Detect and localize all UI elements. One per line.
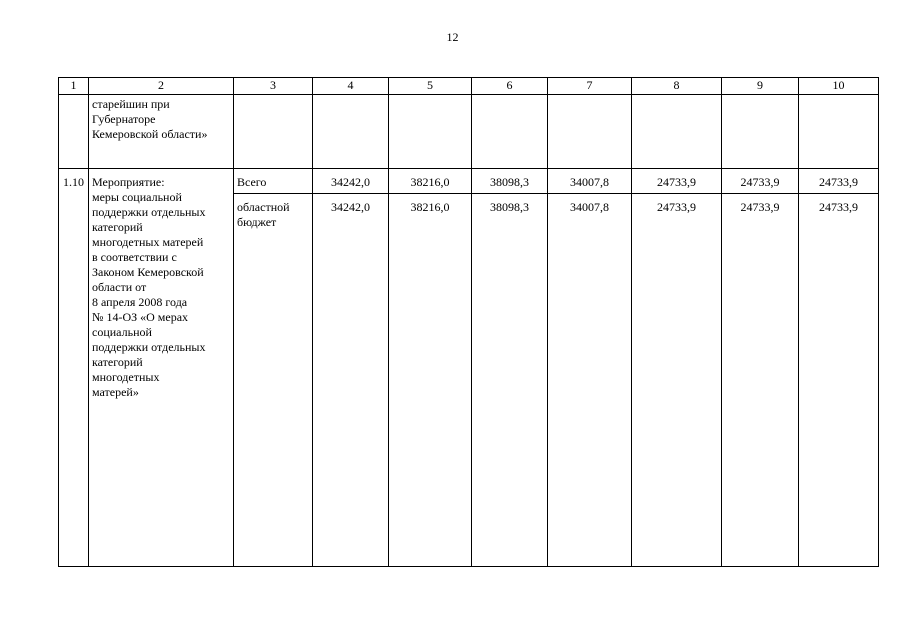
table-cell — [234, 169, 313, 567]
table-cell — [472, 95, 548, 169]
table-cell — [632, 169, 722, 567]
table-cell — [548, 95, 632, 169]
table-cell — [799, 169, 879, 567]
value-regional: 24733,9 — [657, 200, 696, 214]
value-regional: 34007,8 — [570, 200, 609, 214]
table-cell — [548, 169, 632, 567]
table-cell — [389, 169, 472, 567]
table-cell — [89, 95, 234, 169]
item-number: 1.10 — [63, 175, 84, 189]
table-cell — [89, 169, 234, 567]
table-cell — [234, 95, 313, 169]
column-header: 8 — [632, 78, 722, 95]
value-regional: 38098,3 — [490, 200, 529, 214]
table-cell — [59, 169, 89, 567]
continuation-description: старейшин при Губернаторе Кемеровской области» — [92, 97, 208, 141]
header-row — [59, 78, 879, 95]
column-header: 6 — [472, 78, 548, 95]
table-cell — [472, 169, 548, 567]
table-cell — [389, 95, 472, 169]
table-cell — [632, 95, 722, 169]
value-regional: 38216,0 — [410, 200, 450, 214]
value-total: 34242,0 — [331, 175, 370, 189]
value-total: 34007,8 — [570, 175, 609, 189]
table-cell — [313, 169, 389, 567]
table-cell — [59, 95, 89, 169]
table-cell — [722, 169, 799, 567]
column-header: 7 — [548, 78, 632, 95]
table-row-item — [59, 169, 879, 567]
table-row-continuation — [59, 95, 879, 169]
data-table — [58, 77, 879, 567]
value-regional: 24733,9 — [819, 200, 858, 214]
value-total: 24733,9 — [657, 175, 696, 189]
value-regional: 24733,9 — [740, 200, 780, 214]
source-total: Всего — [237, 175, 267, 189]
value-total: 38216,0 — [410, 175, 450, 189]
source-regional: областной бюджет — [237, 200, 290, 229]
page-number: 12 — [446, 30, 459, 44]
column-header: 2 — [89, 78, 234, 95]
column-header: 4 — [313, 78, 389, 95]
item-description: Мероприятие: меры социальной поддержки отдельных категорий многодетных матерей в соответствии с Законом Кемеровской области от 8 апреля 2008 года № 14-ОЗ «О мерах социальной поддержки отдельных категорий многодетных матерей» — [92, 175, 206, 399]
value-total: 24733,9 — [740, 175, 780, 189]
table-cell — [722, 95, 799, 169]
value-regional: 34242,0 — [331, 200, 370, 214]
column-header: 1 — [59, 78, 89, 95]
column-header: 3 — [234, 78, 313, 95]
table-cell — [799, 95, 879, 169]
value-total: 38098,3 — [490, 175, 529, 189]
value-total: 24733,9 — [819, 175, 858, 189]
column-header: 5 — [389, 78, 472, 95]
column-header: 9 — [722, 78, 799, 95]
table-cell — [313, 95, 389, 169]
column-header: 10 — [799, 78, 879, 95]
